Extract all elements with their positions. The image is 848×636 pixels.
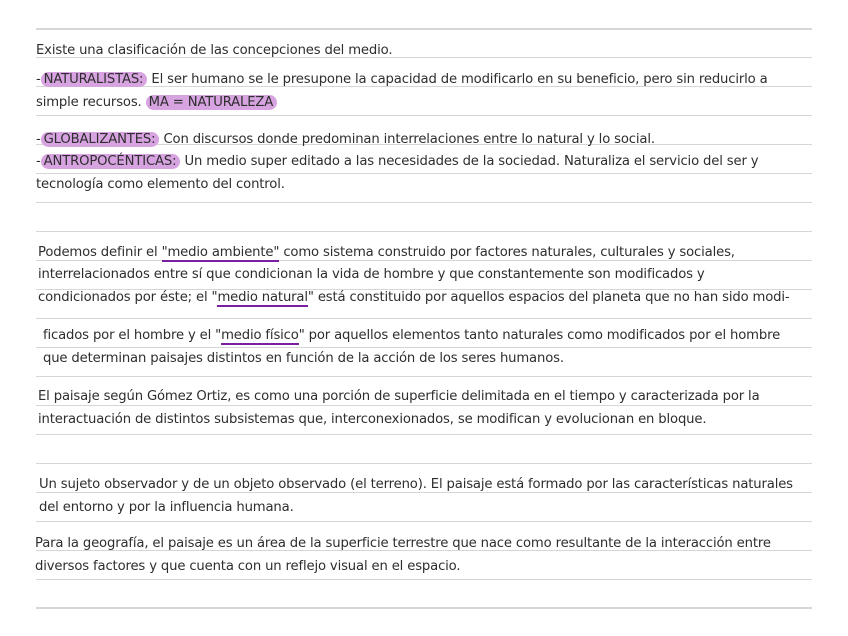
antropocentricas-line-1 (36, 153, 758, 171)
antropocentricas-term: ANTROPOCÉNTICAS: (41, 154, 181, 169)
medio-fisico-term: medio físico (221, 328, 299, 343)
ruled-line (36, 318, 812, 319)
paisaje-line-2: interactuación de distintos subsistemas que, interconexionados, se modifican y evolucionan en bloque. (38, 412, 707, 427)
geografia-line-1: Para la geografía, el paisaje es un área de la superficie terrestre que nace como resultante de la interacción entre (35, 536, 771, 551)
naturalistas-text-cont: simple recursos. (36, 95, 146, 110)
naturalistas-text: El ser humano se le presupone la capacidad de modificarlo en su beneficio, pero sin reducirlo a (147, 72, 768, 87)
definicion-text: como sistema construido por factores naturales, culturales y sociales, (279, 245, 735, 260)
definicion-text: condicionados por éste; el " (38, 290, 218, 305)
definicion-line-4 (43, 327, 780, 345)
definicion-line-2: interrelacionados entre sí que condicionan la vida de hombre y que constantemente son modificados y (38, 267, 705, 282)
geografia-line-2: diversos factores y que cuenta con un reflejo visual en el espacio. (35, 559, 461, 574)
ruled-line (36, 463, 812, 464)
sujeto-line-1: Un sujeto observador y de un objeto observado (el terreno). El paisaje está formado por las características naturales (39, 477, 793, 492)
definicion-text: ficados por el hombre y el " (43, 328, 222, 343)
definicion-line-3 (38, 289, 790, 307)
ruled-line (36, 115, 812, 116)
ruled-line (36, 347, 812, 348)
globalizantes-text: Con discursos donde predominan interrelaciones entre lo natural y lo social. (159, 132, 655, 147)
globalizantes-term: GLOBALIZANTES: (41, 132, 160, 147)
bullet-dash: - (36, 132, 41, 147)
sujeto-line-2: del entorno y por la influencia humana. (39, 500, 294, 515)
naturalistas-tag: MA = NATURALEZA (146, 95, 278, 110)
ruled-line (36, 173, 812, 174)
intro-line: Existe una clasificación de las concepciones del medio. (36, 43, 393, 58)
definicion-line-1 (38, 244, 735, 262)
globalizantes-line (36, 131, 655, 149)
antropocentricas-text: Un medio super editado a las necesidades de la sociedad. Naturaliza el servicio del ser y (180, 154, 759, 169)
definicion-text: " por aquellos elementos tanto naturales como modificados por el hombre (298, 328, 781, 343)
paisaje-line-1: El paisaje según Gómez Ortiz, es como una porción de superficie delimitada en el tiempo y caracterizada por la (38, 389, 760, 404)
naturalistas-line-2 (36, 94, 277, 112)
naturalistas-line-1 (36, 71, 768, 89)
ruled-line (36, 521, 812, 522)
antropocentricas-line-2: tecnología como elemento del control. (36, 177, 285, 192)
naturalistas-term: NATURALISTAS: (41, 72, 148, 87)
definicion-text: " está constituido por aquellos espacios del planeta que no han sido modi- (307, 290, 790, 305)
ruled-line (36, 607, 812, 609)
ruled-line (36, 202, 812, 203)
ruled-line (36, 28, 812, 30)
medio-ambiente-term: "medio ambiente" (161, 245, 280, 260)
bullet-dash: - (36, 72, 41, 87)
medio-natural-term: medio natural (217, 290, 308, 305)
definicion-line-5: que determinan paisajes distintos en función de la acción de los seres humanos. (43, 351, 564, 366)
definicion-text: Podemos definir el (38, 245, 162, 260)
ruled-line (36, 434, 812, 435)
ruled-line (36, 231, 812, 232)
ruled-line (36, 376, 812, 377)
bullet-dash: - (36, 154, 41, 169)
ruled-line (36, 579, 812, 580)
